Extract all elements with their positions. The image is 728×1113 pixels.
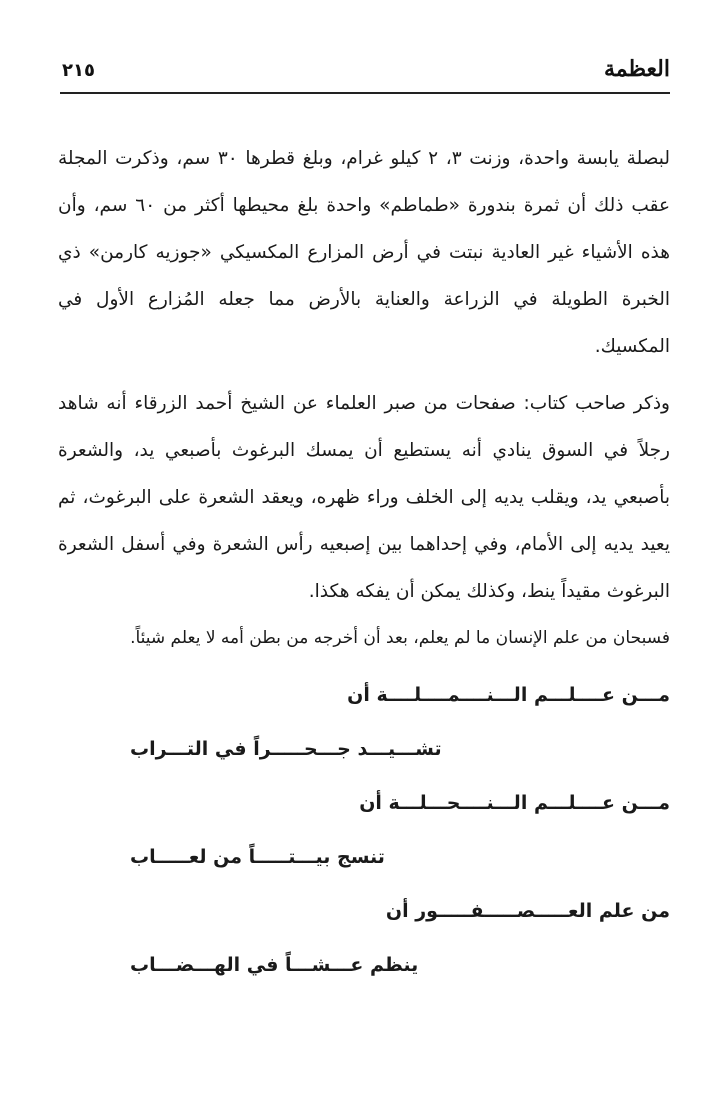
body-text (58, 135, 670, 670)
poem-verse (58, 788, 670, 842)
poem-hemistich: مـــن عــــلـــم الـــنــــمــــلــــة أن (347, 684, 670, 706)
header-rule (60, 92, 670, 94)
poem-verse (58, 842, 670, 896)
poem-hemistich: ينظم عـــشـــاً في الهـــضـــاب (130, 954, 419, 976)
poem (58, 680, 670, 1004)
page-number: ٢١٥ (62, 60, 95, 81)
poem-verse (58, 734, 670, 788)
running-title: العظمة (604, 56, 670, 82)
poem-hemistich: تنسج بيـــتـــــاً من لعـــــاب (130, 846, 385, 868)
paragraph: وذكر صاحب كتاب: صفحات من صبر العلماء عن الشيخ أحمد الزرقاء أنه شاهد رجلاً في السوق ينادي أنه يستطيع أن يمسك البرغوث بأصبعي يد، والشعرة بأصبعي يد، ويقلب يديه إلى الخلف وراء ظهره، ويعقد الشعرة على البرغوث، ثم يعيد يديه إلى الأمام، وفي إحداهما بين إصبعيه رأس الشعرة وفي أسفل الشعرة البرغوث مقيداً ينط، وكذلك يمكن أن يفكه هكذا. (58, 393, 670, 602)
poem-hemistich: تشـــيـــد جـــحـــــراً في التـــراب (130, 738, 442, 760)
closing-line: فسبحان من علم الإنسان ما لم يعلم، بعد أن أخرجه من بطن أمه لا يعلم شيئاً. (130, 628, 670, 648)
paragraph: لبصلة يابسة واحدة، وزنت ٣، ٢ كيلو غرام، وبلغ قطرها ٣٠ سم، وذكرت المجلة عقب ذلك أن ثمرة بندورة «طماطم» واحدة بلغ محيطها أكثر من ٦٠ سم، وأن هذه الأشياء غير العادية نبتت في أرض المزارع المكسيكي «جوزيه كارمن» ذي الخبرة الطويلة في الزراعة والعناية بالأرض مما جعله المُزارع الأول في المكسيك. (58, 148, 670, 357)
paragraph-spacer (58, 370, 670, 380)
poem-hemistich: مـــن عــــلـــم الـــنــــحـــلـــة أن (359, 792, 670, 814)
poem-hemistich: من علم العـــــصـــــفـــــور أن (385, 900, 670, 922)
poem-verse (58, 950, 670, 1004)
page-header (60, 52, 670, 94)
poem-verse (58, 680, 670, 734)
poem-verse (58, 896, 670, 950)
